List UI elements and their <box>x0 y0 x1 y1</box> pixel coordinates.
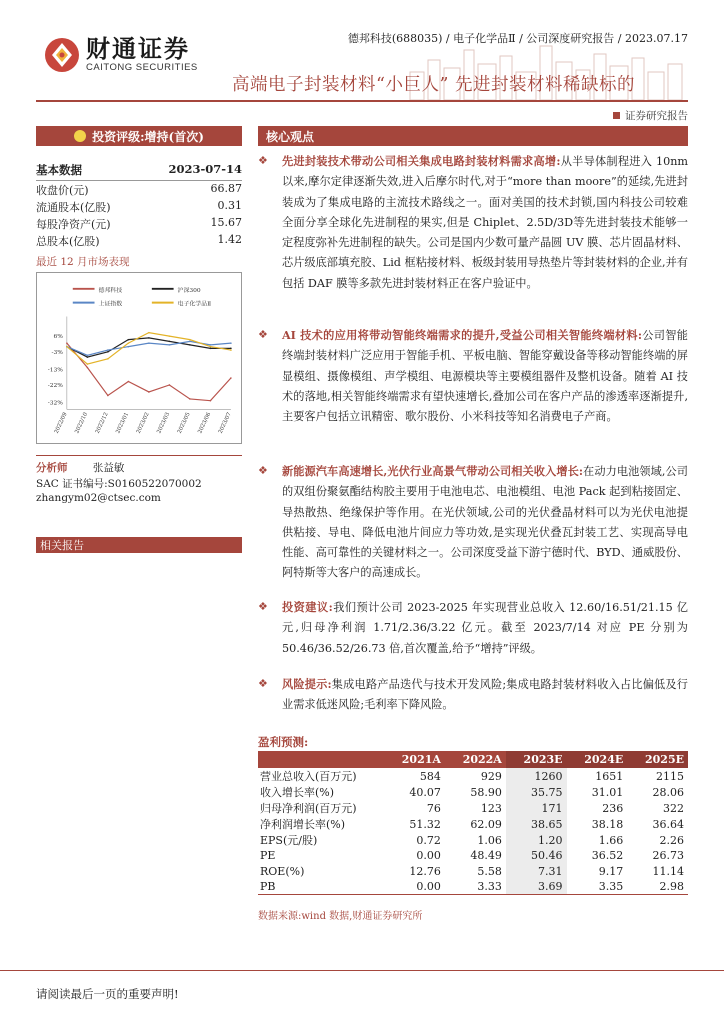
forecast-source: 数据来源:wind 数据,财通证券研究所 <box>258 911 423 922</box>
x-tick-label: 2023/01 <box>115 411 131 435</box>
y-tick-label: -22% <box>47 381 63 389</box>
key-data-row <box>36 199 242 215</box>
table-cell: 123 <box>480 801 502 815</box>
table-row <box>258 816 688 832</box>
bullet-text: 在动力电池领域,公司的双组份聚氨酯结构胶主要用于电池电芯、电池模组、电池 Pack 起到粘接固定、导热散热、绝缘保护等作用。在光伏领域,公司的光伏叠晶材料可以为光伏电池提供粘接、导电、降低电池片间应力等功效,是实现光伏叠瓦封装工艺、实现高导电性能、高可靠性的关键材料之一。公司深度受益下游宁德时代、BYD、通威股份、阿特斯等大客户的高速成长。 <box>282 465 688 580</box>
table-row <box>258 864 688 880</box>
data-point <box>189 398 191 400</box>
table-cell: 76 <box>426 801 441 815</box>
core-bullet <box>258 461 688 584</box>
key-data-date: 2023-07-14 <box>168 162 242 176</box>
table-row <box>258 879 688 895</box>
forecast-title: 盈利预测: <box>258 735 309 749</box>
key-data-title: 基本数据 <box>36 163 82 177</box>
table-cell: 2.98 <box>627 879 688 895</box>
analyst-email[interactable]: zhangym02@ctsec.com <box>36 492 161 504</box>
y-tick-label: -32% <box>47 399 63 407</box>
table-cell: 36.52 <box>591 849 624 863</box>
table-cell: 7.31 <box>506 864 567 880</box>
data-point <box>169 344 171 346</box>
forecast-header-cell <box>258 751 384 768</box>
key-data-label: 每股净资产(元) <box>36 218 111 231</box>
core-bullet <box>258 325 688 427</box>
key-data-value: 1.42 <box>217 233 242 246</box>
data-point <box>148 337 150 339</box>
x-tick-label: 2022/09 <box>53 411 69 435</box>
x-tick-label: 2022/10 <box>74 411 90 435</box>
data-point <box>66 342 68 344</box>
data-point <box>107 395 109 397</box>
analyst-divider <box>36 455 242 456</box>
logo-icon <box>44 37 80 73</box>
table-cell: 5.58 <box>477 864 502 878</box>
analyst-title: 分析师 <box>36 462 68 474</box>
rating-bullet-icon <box>74 130 86 142</box>
data-point <box>107 349 109 351</box>
market-performance-label: 最近 12 月市场表现 <box>36 256 130 268</box>
key-data-value: 15.67 <box>210 216 242 229</box>
table-cell: 62.09 <box>470 817 502 831</box>
table-cell: 1651 <box>595 769 624 783</box>
forecast-header-cell: 2021A <box>384 751 445 768</box>
diamond-bullet-icon: ❖ <box>258 154 268 167</box>
bullet-highlight: 风险提示: <box>282 677 332 691</box>
data-point <box>87 355 89 357</box>
data-point <box>87 356 89 358</box>
related-reports-bar: 相关报告 <box>36 537 242 553</box>
data-point <box>169 384 171 386</box>
data-point <box>210 346 212 348</box>
data-point <box>189 339 191 341</box>
data-point <box>189 344 191 346</box>
data-point <box>128 381 130 383</box>
key-data-value: 66.87 <box>210 182 242 195</box>
performance-chart-svg <box>37 273 241 443</box>
data-point <box>230 348 232 350</box>
table-cell: 0.00 <box>384 879 445 895</box>
table-cell: 28.06 <box>652 785 684 799</box>
core-bullet <box>258 674 688 716</box>
table-cell: 171 <box>506 800 567 816</box>
table-cell: 35.75 <box>506 784 567 800</box>
forecast-header-cell: 2022A <box>445 751 506 768</box>
bullet-highlight: 先进封装技术带动公司相关集成电路封装材料需求高增: <box>282 154 561 168</box>
table-cell: 2.26 <box>659 833 684 847</box>
data-point <box>128 342 130 344</box>
logo-name-en: CAITONG SECURITIES <box>86 62 198 73</box>
data-point <box>148 332 150 334</box>
table-cell: 929 <box>480 769 502 783</box>
data-point <box>230 377 232 379</box>
table-cell: 0.72 <box>416 833 441 847</box>
table-cell: 12.76 <box>409 864 441 878</box>
data-point <box>169 335 171 337</box>
y-tick-label: 6% <box>53 333 63 341</box>
forecast-header-cell: 2023E <box>506 751 567 768</box>
key-data-label: 收盘价(元) <box>36 184 89 197</box>
table-cell: 3.35 <box>567 879 628 895</box>
row-label: 营业总收入(百万元) <box>260 770 357 783</box>
key-data-label: 总股本(亿股) <box>36 235 100 248</box>
table-cell: 1.20 <box>506 832 567 848</box>
table-row <box>258 768 688 784</box>
core-bullet <box>258 151 688 294</box>
key-data-row <box>36 182 242 198</box>
legend-label: 上证指数 <box>98 300 123 308</box>
data-point <box>210 344 212 346</box>
table-cell: 11.14 <box>652 864 684 878</box>
forecast-header-cell: 2024E <box>567 751 628 768</box>
company-logo <box>44 36 198 73</box>
rating-label: 投资评级:增持(首次) <box>92 129 204 144</box>
bullet-text: 集成电路产品迭代与技术开发风险;集成电路封装材料收入占比偏低及行业需求低迷风险;毛利率下降风险。 <box>282 678 688 712</box>
row-label: 净利润增长率(%) <box>260 818 346 831</box>
key-data-header <box>36 162 242 181</box>
report-headline: 高端电子封装材料“小巨人” 先进封装材料稀缺标的 <box>232 75 635 95</box>
x-tick-label: 2023/02 <box>135 411 151 435</box>
table-cell: 40.07 <box>409 785 441 799</box>
diamond-bullet-icon: ❖ <box>258 677 268 690</box>
data-point <box>107 358 109 360</box>
diamond-bullet-icon: ❖ <box>258 464 268 477</box>
bullet-highlight: AI 技术的应用将带动智能终端需求的提升,受益公司相关智能终端材料: <box>282 328 642 342</box>
core-view-bar: 核心观点 <box>258 126 688 146</box>
legend-label: 沪深300 <box>177 286 201 294</box>
report-type <box>613 108 688 123</box>
row-label: PB <box>258 879 384 895</box>
data-point <box>66 346 68 348</box>
y-tick-label: -13% <box>47 366 63 374</box>
table-cell: 31.01 <box>591 785 624 799</box>
key-data-row <box>36 216 242 232</box>
data-point <box>148 391 150 393</box>
bullet-text: 公司智能终端封装材料广泛应用于智能手机、平板电脑、智能穿戴设备等移动智能终端的屏显模组、摄像模组、声学模组、电源模块等主要模组器件及整机设备。随着 AI 技术的落地,相关智能终端需求有望快速增长,叠加公司在客户产品的渗透率逐渐提升,主要客户包括立讯精密、歌尔股份、小米科技等知名消费电子产商。 <box>282 329 688 424</box>
table-row <box>258 800 688 816</box>
table-cell: 236 <box>602 801 624 815</box>
y-tick-label: -3% <box>51 348 63 356</box>
forecast-header-cell: 2025E <box>627 751 688 768</box>
data-point <box>169 341 171 343</box>
table-cell: 50.46 <box>506 848 567 864</box>
row-label: 收入增长率(%) <box>260 786 335 799</box>
data-point <box>148 342 150 344</box>
analyst-sac: SAC 证书编号:S0160522070002 <box>36 478 202 490</box>
row-label: PE <box>260 849 276 863</box>
forecast-table <box>258 751 688 895</box>
row-label: 归母净利润(百万元) <box>260 802 357 815</box>
bullet-highlight: 投资建议: <box>282 600 333 614</box>
x-tick-label: 2023/06 <box>197 411 213 435</box>
table-cell: 38.65 <box>506 816 567 832</box>
bullet-text: 我们预计公司 2023-2025 年实现营业总收入 12.60/16.51/21.15 亿元,归母净利润 1.71/2.36/3.22 亿元。截至 2023/7/14 对应 PE 分别为 50.46/36.52/26.73 倍,首次覆盖,给予“增持”评级。 <box>282 601 688 655</box>
legend-label: 德邦科技 <box>98 286 123 294</box>
footer-divider <box>0 970 724 971</box>
x-tick-label: 2023/07 <box>217 411 233 435</box>
forecast-header-row <box>258 751 688 768</box>
x-tick-label: 2022/12 <box>94 411 110 435</box>
data-point <box>87 367 89 369</box>
table-cell: 2115 <box>656 769 684 783</box>
analyst-title-row <box>36 460 124 475</box>
diamond-bullet-icon: ❖ <box>258 600 268 613</box>
footer-disclaimer: 请阅读最后一页的重要声明! <box>36 987 179 1001</box>
diamond-bullet-icon: ❖ <box>258 328 268 341</box>
performance-chart <box>36 272 242 444</box>
table-row <box>258 832 688 848</box>
table-cell: 3.69 <box>506 879 567 895</box>
data-point <box>210 348 212 350</box>
x-tick-label: 2023/05 <box>176 411 192 435</box>
core-bullet <box>258 597 688 659</box>
row-label: ROE(%) <box>260 864 305 878</box>
table-row <box>258 848 688 864</box>
bullet-text: 从半导体制程进入 10nm 以来,摩尔定律逐渐失效,进入后摩尔时代,对于“more than moore”的延续,先进封装成为了集成电路的主流技术路线之一。面对美国的技术封锁,国内科技公司较难全面分享全球化先进制程的果实,但是 Chiplet、2.5D/3D等先进封装技术能够一定程度弥补先进制程的缺失。公司是国内少数可量产晶圆 UV 膜、芯片固晶材料、芯片级底部填充胶、Lid 框粘接材料、板级封装用导热垫片等封装材料的企业,并有包括 DAF 膜等多款先进封装材料正在客户验证中。 <box>282 155 689 290</box>
square-icon <box>613 112 620 119</box>
data-point <box>189 341 191 343</box>
table-cell: 38.18 <box>591 817 624 831</box>
table-row <box>258 784 688 800</box>
data-point <box>87 363 89 365</box>
data-point <box>128 346 130 348</box>
table-cell: 1260 <box>506 768 567 784</box>
rating-bar <box>36 126 242 146</box>
key-data-label: 流通股本(亿股) <box>36 201 111 214</box>
row-label: EPS(元/股) <box>260 834 318 847</box>
header-divider <box>36 100 688 102</box>
table-cell: 1.06 <box>477 833 502 847</box>
table-cell: 48.49 <box>470 849 502 863</box>
analyst-name: 张益敏 <box>92 462 125 474</box>
key-data-row <box>36 233 242 249</box>
report-type-label: 证券研究报告 <box>625 110 688 122</box>
table-cell: 322 <box>663 801 684 815</box>
table-cell: 26.73 <box>652 849 684 863</box>
table-cell: 584 <box>419 769 441 783</box>
table-cell: 51.32 <box>409 817 441 831</box>
data-point <box>210 400 212 402</box>
table-cell: 0.00 <box>416 849 441 863</box>
table-cell: 36.64 <box>652 817 684 831</box>
data-point <box>230 349 232 351</box>
x-tick-label: 2023/03 <box>156 411 172 435</box>
report-header-info: 德邦科技(688035) / 电子化学品Ⅱ / 公司深度研究报告 / 2023.07.17 <box>347 32 688 45</box>
bullet-highlight: 新能源汽车高速增长,光伏行业高景气带动公司相关收入增长: <box>282 464 583 478</box>
table-cell: 3.33 <box>445 879 506 895</box>
logo-name-cn: 财通证券 <box>86 35 190 63</box>
table-cell: 1.66 <box>598 833 624 847</box>
data-point <box>128 339 130 341</box>
table-cell: 58.90 <box>470 785 502 799</box>
data-point <box>107 351 109 353</box>
table-cell: 9.17 <box>598 864 624 878</box>
key-data-value: 0.31 <box>217 199 242 212</box>
legend-label: 电子化学品Ⅱ <box>177 300 212 308</box>
data-point <box>230 342 232 344</box>
